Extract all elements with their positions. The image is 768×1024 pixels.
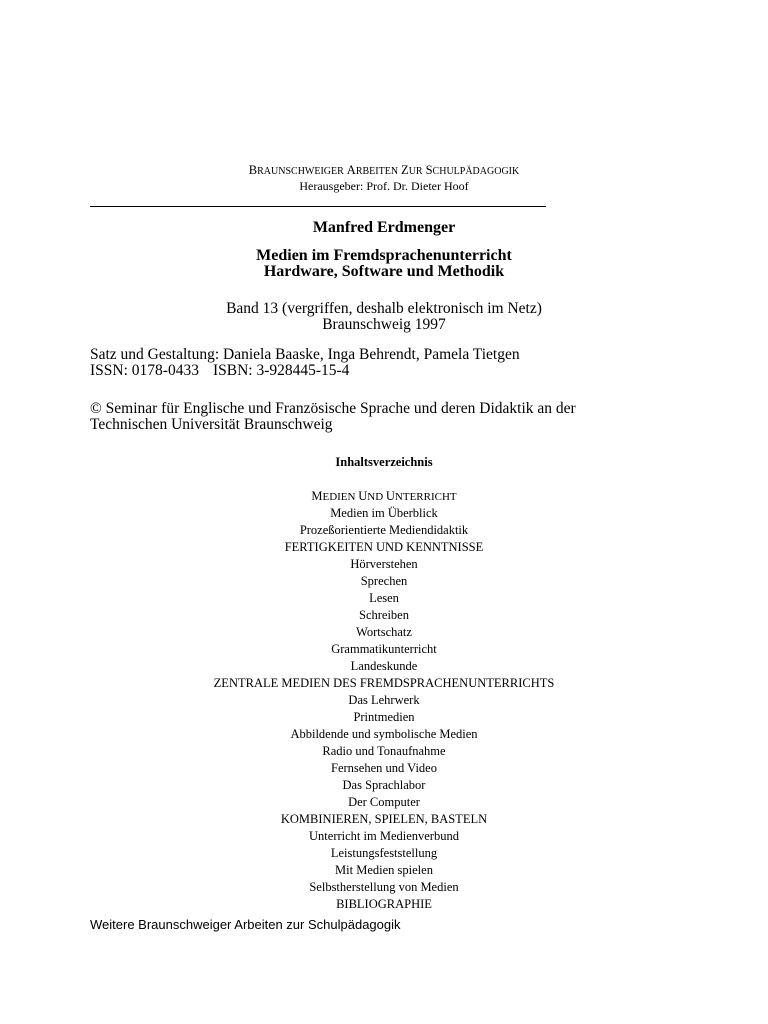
series-header [0,163,768,194]
more-publications-link[interactable]: Weitere Braunschweiger Arbeiten zur Schulpädagogik [90,917,401,932]
place-year: Braunschweig 1997 [322,316,446,333]
toc-item[interactable]: Wortschatz [356,625,412,639]
credits [90,347,730,379]
toc-item[interactable]: Mit Medien spielen [335,863,433,877]
copyright-notice [90,401,710,433]
table-of-contents [0,488,768,913]
toc-item[interactable]: BIBLIOGRAPHIE [336,897,432,911]
issn: ISSN: 0178-0433 [90,362,199,379]
copyright-line-1: © Seminar für Englische und Französische Sprache und deren Didaktik an der [90,400,576,417]
book-title [0,248,768,280]
toc-item[interactable]: Radio und Tonaufnahme [322,744,446,758]
volume-info [0,301,768,333]
header-rule [90,206,546,207]
typesetting-credits: Satz und Gestaltung: Daniela Baaske, Inga Behrendt, Pamela Tietgen [90,346,520,363]
isbn: ISBN: 3-928445-15-4 [212,362,350,379]
book-main-title: Medien im Fremdsprachenunterricht [256,247,512,264]
toc-item[interactable]: Unterricht im Medienverbund [309,829,459,843]
toc-item[interactable]: Grammatikunterricht [331,642,437,656]
toc-item[interactable]: Landeskunde [350,659,418,673]
toc-item[interactable]: Das Lehrwerk [348,693,420,707]
toc-item[interactable]: Leistungsfeststellung [330,846,438,860]
toc-item[interactable]: KOMBINIEREN, SPIELEN, BASTELN [280,812,488,826]
toc-item[interactable]: Hörverstehen [350,557,418,571]
toc-item[interactable]: Selbstherstellung von Medien [309,880,459,894]
toc-item[interactable]: Abbildende und symbolische Medien [290,727,478,741]
volume-line: Band 13 (vergriffen, deshalb elektronisch im Netz) [226,300,542,317]
series-name: BRAUNSCHWEIGER ARBEITEN ZUR SCHULPÄDAGOGIK [248,163,520,177]
issn-isbn-line [90,363,730,379]
copyright-line-2: Technischen Universität Braunschweig [90,416,333,433]
author-name: Manfred Erdmenger [312,219,456,236]
toc-item[interactable]: Der Computer [348,795,420,809]
book-subtitle: Hardware, Software und Methodik [263,263,505,280]
toc-item[interactable]: Sprechen [360,574,408,588]
toc-item[interactable]: Printmedien [353,710,415,724]
toc-item[interactable]: Lesen [369,591,399,605]
toc-item[interactable]: ZENTRALE MEDIEN DES FREMDSPRACHENUNTERRICHTS [213,676,555,690]
toc-item[interactable]: Prozeßorientierte Mediendidaktik [299,523,469,537]
series-editor: Herausgeber: Prof. Dr. Dieter Hoof [299,179,469,193]
toc-item[interactable]: Schreiben [359,608,409,622]
toc-item[interactable]: Das Sprachlabor [342,778,426,792]
toc-heading: Inhaltsverzeichnis [335,455,433,469]
toc-item[interactable]: MEDIEN UND UNTERRICHT [311,489,457,503]
toc-item[interactable]: Medien im Überblick [330,506,438,520]
toc-item[interactable]: Fernsehen und Video [331,761,437,775]
toc-item[interactable]: FERTIGKEITEN UND KENNTNISSE [284,540,484,554]
